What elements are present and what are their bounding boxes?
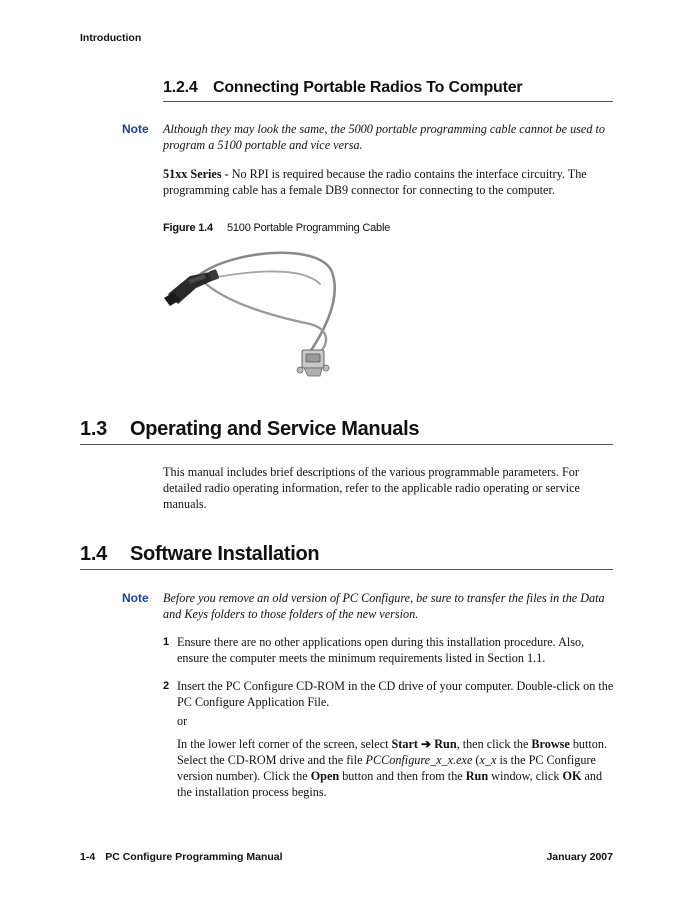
section-number: 1.3: [80, 418, 107, 440]
section-title: Connecting Portable Radios To Computer: [213, 79, 523, 96]
note-text: Although they may look the same, the 5000 portable programming cable cannot be used to program a 5100 portable and vice versa.: [163, 122, 605, 152]
text-run: is the PC Configure version number). Click the: [177, 753, 596, 783]
figure-caption: [163, 222, 390, 234]
text-run: window, click: [488, 769, 563, 783]
ui-term-start: Start: [391, 737, 418, 751]
text-run: In the lower left corner of the screen, select: [177, 737, 392, 751]
heading-rule: [80, 444, 613, 445]
step-text: Insert the PC Configure CD-ROM in the CD drive of your computer. Double-click on the PC Configure Application File.: [177, 679, 614, 709]
section-heading-1-4: [80, 543, 319, 566]
or-text: or: [177, 714, 188, 728]
note-label: Note: [122, 591, 149, 605]
manual-title: PC Configure Programming Manual: [105, 851, 283, 863]
heading-rule: [163, 101, 613, 102]
section-heading-1-3: [80, 418, 419, 441]
note-text: Before you remove an old version of PC Configure, be sure to transfer the files in the Data and Keys folders to those folders of the new version.: [163, 591, 605, 621]
text-run: button and then from the: [339, 769, 466, 783]
text-run: (: [472, 753, 480, 767]
note-label: Note: [122, 122, 149, 136]
step-number: 2: [163, 680, 170, 692]
manuals-paragraph: This manual includes brief descriptions of the various programmable parameters. For detailed radio operating information, refer to the applicable radio operating or service manuals.: [163, 465, 580, 511]
ui-term-ok: OK: [562, 769, 582, 783]
series-text: No RPI is required because the radio contains the interface circuitry. The programming cable has a female DB9 connector for connecting to the computer.: [163, 167, 587, 197]
running-head: Introduction: [80, 32, 142, 44]
programming-cable-photo: [160, 244, 340, 384]
page-number: 1-4: [80, 851, 96, 863]
text-run: , then click the: [456, 737, 532, 751]
step-number: 1: [163, 636, 170, 648]
ui-term-browse: Browse: [531, 737, 570, 751]
series-lead: 51xx Series -: [163, 167, 229, 181]
footer-date: January 2007: [546, 851, 613, 863]
footer-left: [80, 851, 283, 863]
series-paragraph: [163, 166, 613, 198]
text-run: button. Select the CD-ROM drive and the file: [177, 737, 608, 767]
ui-term-open: Open: [310, 769, 340, 783]
step-text: Ensure there are no other applications open during this installation procedure. Also, ensure the computer meets the minimum requirements listed in Section 1.1.: [177, 635, 585, 665]
arrow-icon: ➔: [417, 737, 435, 751]
figure-label: Figure 1.4: [163, 222, 213, 234]
version-placeholder: x_x: [479, 753, 497, 767]
alternate-instructions: [177, 736, 617, 800]
section-title: Operating and Service Manuals: [130, 418, 420, 440]
section-number: 1.2.4: [163, 79, 198, 96]
section-title: Software Installation: [130, 543, 320, 565]
text-run: and the installation process begins.: [177, 769, 603, 799]
ui-term-run: Run: [465, 769, 489, 783]
ui-term-run: Run: [434, 737, 457, 751]
section-heading-1-2-4: [163, 79, 522, 97]
heading-rule: [80, 569, 613, 570]
figure-title: 5100 Portable Programming Cable: [226, 222, 391, 234]
file-name: PCConfigure_x_x.exe: [365, 753, 473, 767]
section-number: 1.4: [80, 543, 107, 565]
